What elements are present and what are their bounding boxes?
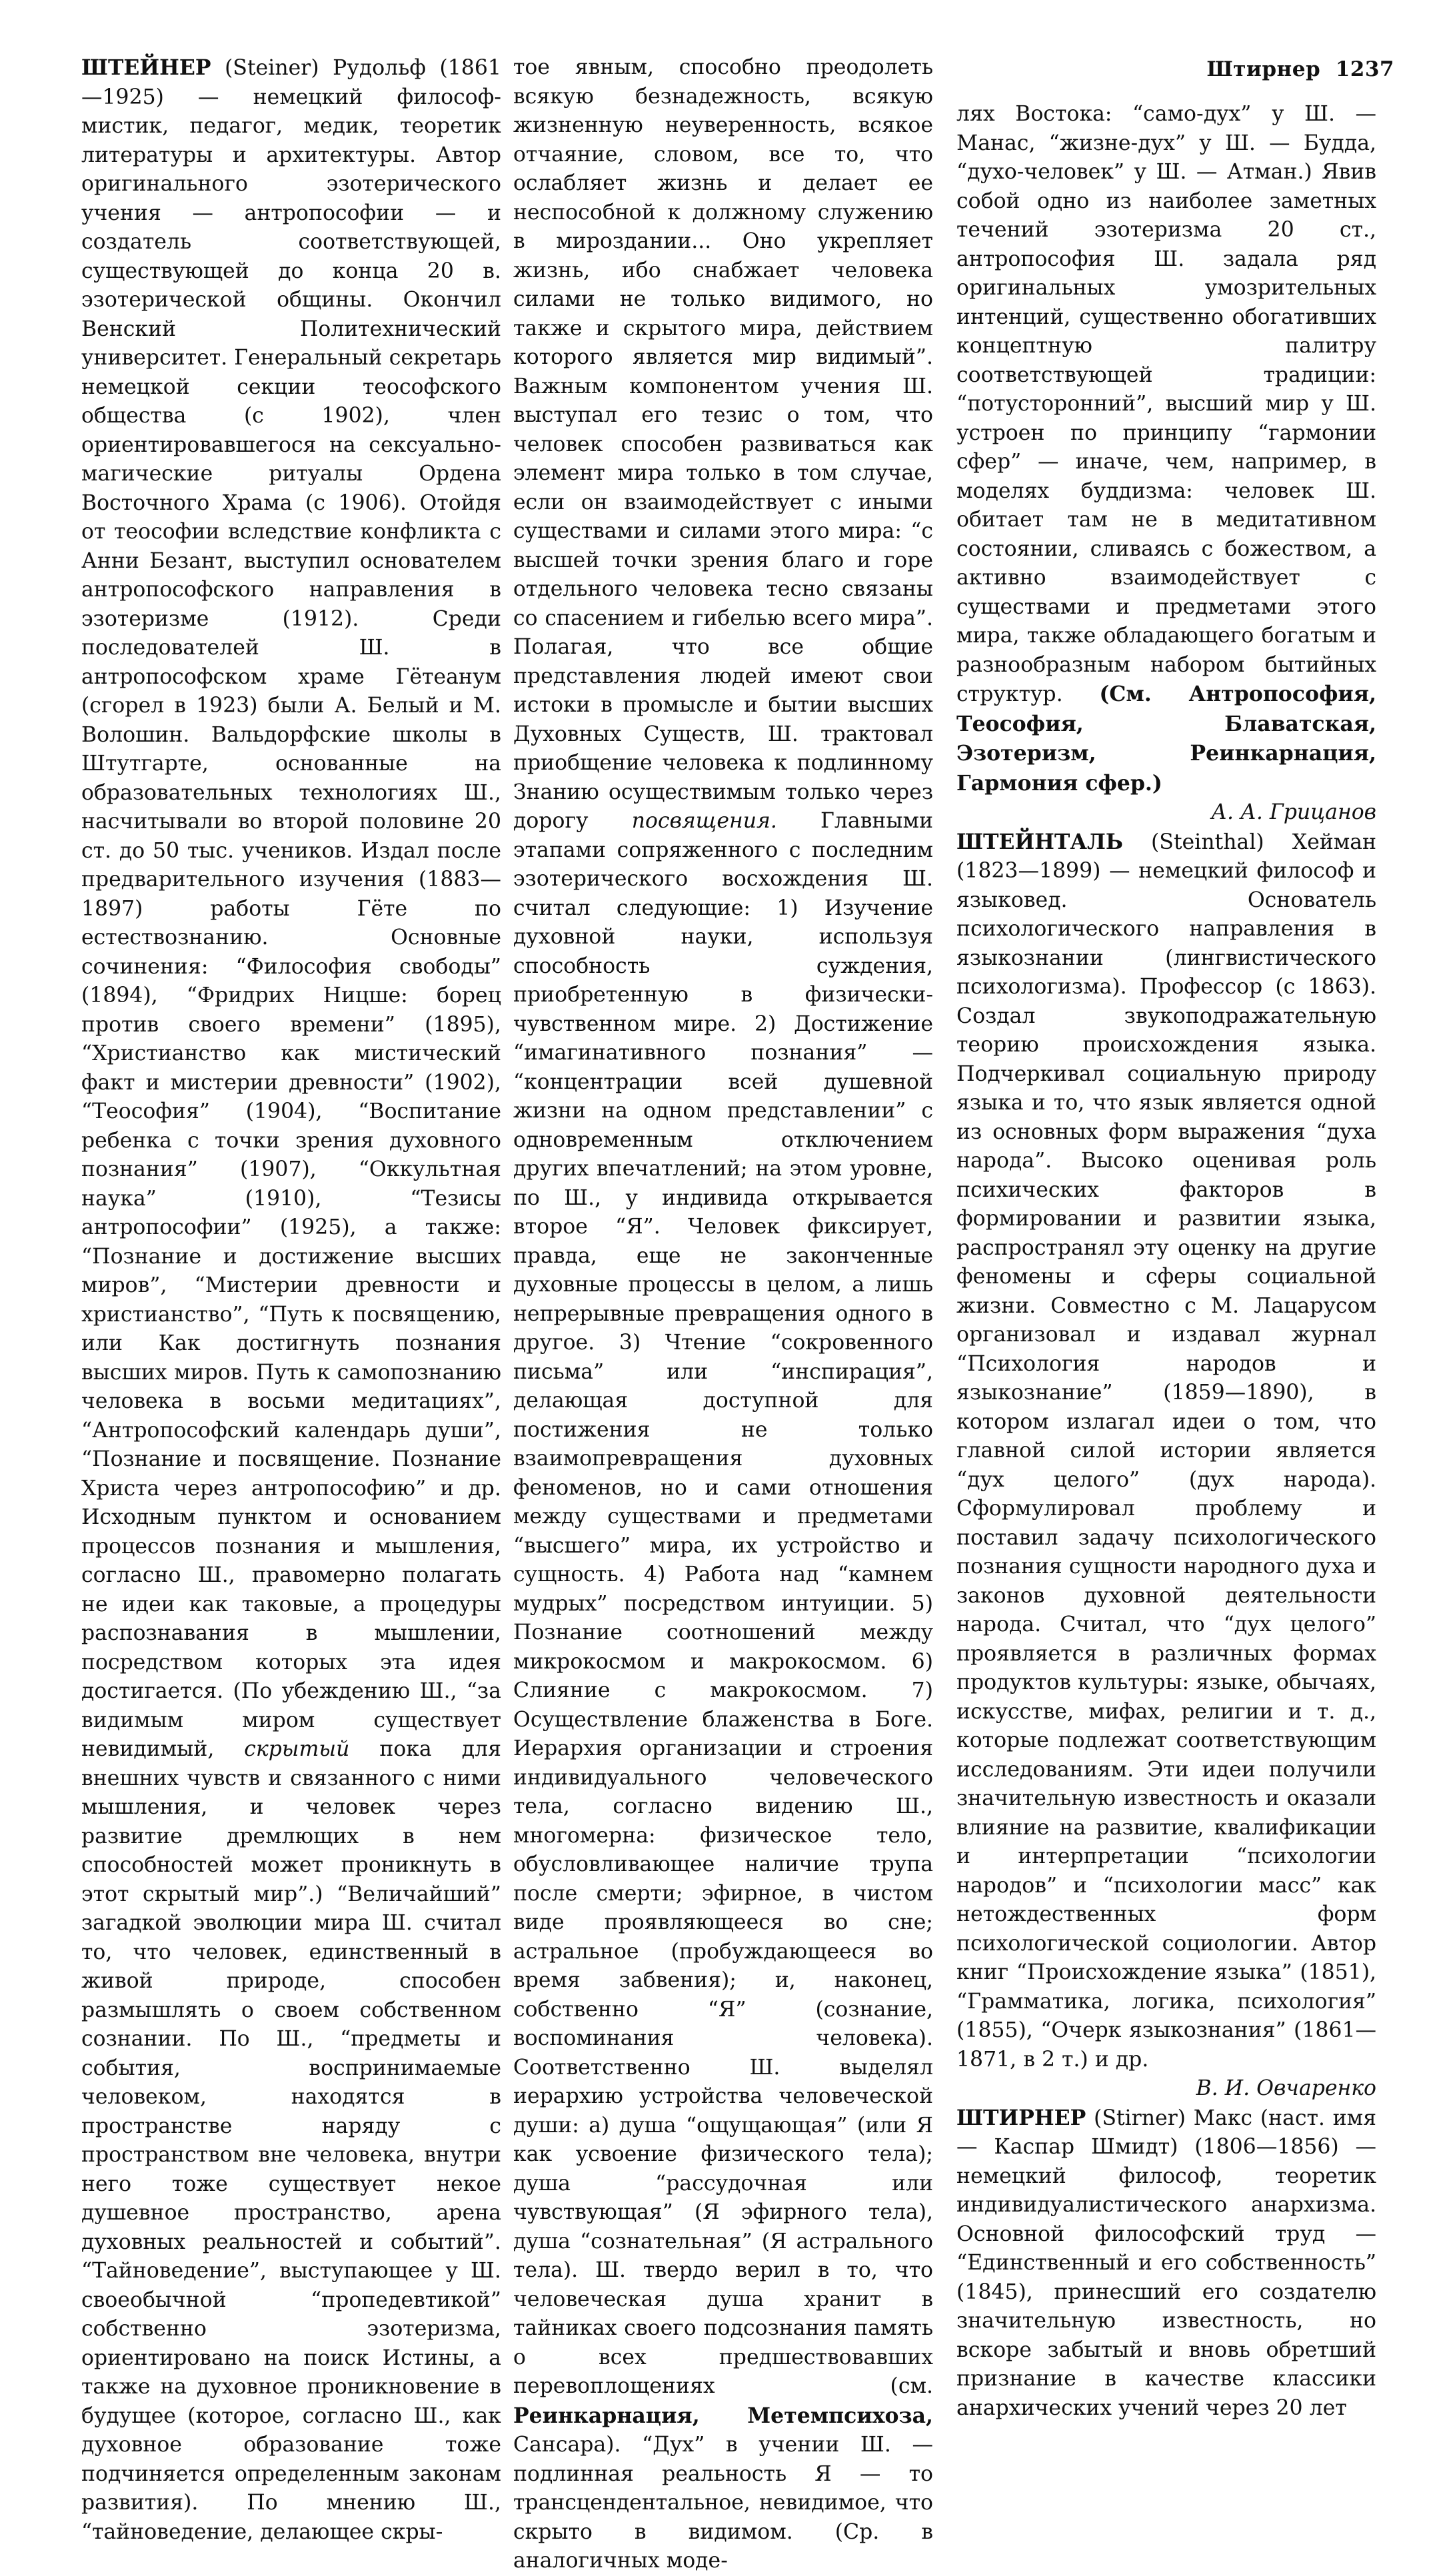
steiner-refs-1: Реинкарнация, Метемпсихоза, xyxy=(513,2403,933,2428)
column-1 xyxy=(81,53,501,2547)
running-head xyxy=(1206,57,1394,81)
author-signature-steiner: А. А. Грицанов xyxy=(1211,800,1376,824)
author-signature-steinthal: В. И. Овчаренко xyxy=(1196,2076,1376,2100)
page-number: 1237 xyxy=(1335,57,1394,81)
steiner-ending xyxy=(956,100,1376,798)
column-3 xyxy=(956,100,1376,2423)
entry-stirner xyxy=(956,2104,1376,2423)
steiner-text-1: (Steiner) Рудольф (1861—1925) — немецкий философ-мистик, педагог, медик, теоретик литературы и архитектуры. Автор оригинального эзотерического учения — антропософии — и создатель соответствующей, существующей до конца 20 в. эзотерической общины. Окончил Венский Политехнический университет. Генеральный секретарь немецкой секции теософского общества (с 1902), член ориентировавшегося на сексуально-магические ритуалы Ордена Восточного Храма (с 1906). Отойдя от теософии вследствие конфликта с Анни Безант, выступил основателем антропософского направления в эзотеризме (1912). Среди последователей Ш. в антропософском храме Гётеанум (сгорел в 1923) были А. Белый и М. Волошин. Вальдорфские школы в Штутгарте, основанные на образовательных технологиях Ш., насчитывали во второй половине 20 ст. до 50 тыс. учеников. Издал после предварительного изучения (1883—1897) работы Гёте по естествознанию. Основные сочинения: “Философия свободы” (1894), “Фридрих Ницше: борец против своего времени” (1895), “Христианство как мистический факт и мистерии древности” (1902), “Теософия” (1904), “Воспитание ребенка с точки зрения духовного познания” (1907), “Оккультная наука” (1910), “Тезисы антропософии” (1925), а также: “Познание и достижение высших миров”, “Мистерии древности и христианство”, “Путь к посвящению, или Как достигнуть познания высших миров. Путь к самопознанию человека в восьми медитациях”, “Антропософский календарь души”, “Познание и посвящение. Познание Христа через антропософию” и др. Исходным пунктом и основанием процессов познания и мышления, согласно Ш., правомерно полагать не идеи как таковые, а процедуры распознавания в мышлении, посредством которых эта идея достигается. (По убеждению Ш., “за видимым миром существует невидимый, xyxy=(81,56,501,1761)
stirner-text: (Stirner) Макс (наст. имя — Каспар Шмидт) (1806—1856) — немецкий философ, теоретик индивидуалистического анархизма. Основной философский труд — “Единственный и его собственность” (1845), принесший его создателю значительную известность, но вскоре забытый и вновь обретший признание в качестве классики анархических учений через 20 лет xyxy=(956,2106,1377,2420)
steiner-text-2: пока для внешних чувств и связанного с ними мышления, и человек через развитие дремлющих в нем способностей может проникнуть в этот скрытый мир”.) “Величайший” загадкой эволюции мира Ш. считал то, что человек, единственный в живой природе, способен размышлять о своем собственном сознании. По Ш., “предметы и события, воспринимаемые человеком, находятся в пространстве наряду с пространством вне человека, внутри него тоже существует некое душевное пространство, арена духовных реальностей и событий”. “Тайноведение”, выступающее у Ш. своеобычной “пропедевтикой” собственно эзотеризма, ориентировано на поиск Истины, а также на духовное проникновение в будущее (которое, согласно Ш., как духовное образование тоже подчиняется определенным законам развития). По мнению Ш., “тайноведение, делающее скры- xyxy=(81,1737,501,2544)
column-2 xyxy=(513,53,933,2576)
entry-steiner xyxy=(81,53,501,2547)
steiner-italic-2: посвящения. xyxy=(631,809,777,833)
steiner-continuation xyxy=(513,53,933,2576)
steiner-text-4: Главными этапами сопряженного с последним эзотерического восхождения Ш. считал следующие: 1) Изучение духовной науки, используя способность суждения, приобретенную в физически-чувственном мире. 2) Достижение “имагинативного познания” — “концентрации всей душевной жизни на одном представлении” с одновременным отключением других впечатлений; на этом уровне, по Ш., у индивида открывается второе “Я”. Человек фиксирует, правда, еще не законченные духовные процессы в целом, а лишь непрерывные превращения одного в другое. 3) Чтение “сокровенного письма” или “инспирация”, делающая доступной для постижения не только взаимопревращения духовных феноменов, но и сами отношения между существами и предметами “высшего” мира, их устройство и сущность. 4) Работа над “камнем мудрых” посредством интуиции. 5) Познание соотношений между микрокосмом и макрокосмом. 6) Слияние с макрокосмом. 7) Осуществление блаженства в Боге. Иерархия организации и строения индивидуального человеческого тела, согласно видению Ш., многомерна: физическое тело, обусловливающее наличие трупа после смерти; эфирное, в чистом виде проявляющееся во сне; астральное (пробуждающееся во время забвения); и, наконец, собственно “Я” (сознание, воспоминания человека). Соответственно Ш. выделял иерархию устройства человеческой души: а) душа “ощущающая” (или Я как усвоение физического тела); душа “рассудочная или чувствующая” (Я эфирного тела), душа “сознательная” (Я астрального тела). Ш. твердо верил в то, что человеческая душа хранит в тайниках своего подсознания память о всех предшествовавших перевоплощениях (см. xyxy=(513,809,933,2398)
entry-steinthal xyxy=(956,828,1376,2075)
steiner-text-6: лях Востока: “само-дух” у Ш. — Манас, “жизне-дух” у Ш. — Будда, “духо-человек” у Ш. — Атман.) Явив собой одно из наиболее заметных течений эзотеризма 20 ст., антропософия Ш. задала ряд оригинальных умозрительных интенций, существенно обогативших концептную палитру соответствующей традиции: “потусторонний”, высший мир у Ш. устроен по принципу “гармонии сфер” — иначе, чем, например, в моделях буддизма: человек Ш. обитает там не в медитативном состоянии, сливаясь с божеством, а активно взаимодействует с существами и предметами этого мира, также обладающего богатым и разнообразным набором бытийных структур. xyxy=(956,102,1376,706)
steiner-text-3: тое явным, способно преодолеть всякую безнадежность, всякую жизненную неуверенность, всякое отчаяние, словом, все то, что ослабляет жизнь и делает ее неспособной к должному служению в мироздании... Оно укрепляет жизнь, ибо снабжает человека силами не только видимого, но также и скрытого мира, действием которого является мир видимый”. Важным компонентом учения Ш. выступал его тезис о том, что человек способен развиваться как элемент мира только в том случае, если он взаимодействует с иными существами и силами этого мира: “с высшей точки зрения благо и горе отдельного человека тесно связаны со спасением и гибелью всего мира”. Полагая, что все общие представления людей имеют свои истоки в промысле и бытии высших Духовных Существ, Ш. трактовал приобщение человека к подлинному Знанию осуществимым только через дорогу xyxy=(513,55,933,833)
steiner-italic-1: скрытый xyxy=(244,1737,350,1761)
steiner-text-5: Сансара). “Дух” в учении Ш. — подлинная реальность Я — то трансцендентальное, невидимое, что скрыто в видимом. (Ср. в аналогичных моде- xyxy=(513,2433,933,2573)
steiner-see-also: (См. Антропософия, Теософия, Блаватская, Эзотеризм, Реинкарнация, Гармония сфер.) xyxy=(956,682,1376,796)
headword-steiner: ШТЕЙНЕР xyxy=(81,55,211,80)
headword-stirner: ШТИРНЕР xyxy=(956,2105,1086,2130)
running-head-word: Штирнер xyxy=(1206,57,1321,81)
steinthal-text: (Steinthal) Хейман (1823—1899) — немецкий философ и языковед. Основатель психологического направления в языкознании (лингвистического психологизма). Профессор (с 1863). Создал звукоподражательную теорию происхождения языка. Подчеркивал социальную природу языка и то, что язык является одной из основных форм выражения “духа народа”. Высоко оценивая роль психических факторов в формировании и развитии языка, распространял эту оценку на другие феномены и сферы социальной жизни. Совместно с М. Лацарусом организовал и издавал журнал “Психология народов и языкознание” (1859—1890), в котором излагал идеи о том, что главной силой истории является “дух целого” (дух народа). Сформулировал проблему и поставил задачу психологического познания сущности народного духа и законов духовной деятельности народа. Считал, что “дух целого” проявляется в различных формах продуктов культуры: языке, обычаях, искусстве, мифах, религии и т. д., которые подлежат соответствующим исследованиям. Эти идеи получили значительную известность и оказали влияние на развитие, квалификации и интерпретации “психологии народов” и “психологии масс” как нетождественных форм психологической социологии. Автор книг “Происхождение языка” (1851), “Грамматика, логика, психология” (1855), “Очерк языкознания” (1861—1871, в 2 т.) и др. xyxy=(956,830,1376,2072)
headword-steinthal: ШТЕЙНТАЛЬ xyxy=(956,829,1123,854)
